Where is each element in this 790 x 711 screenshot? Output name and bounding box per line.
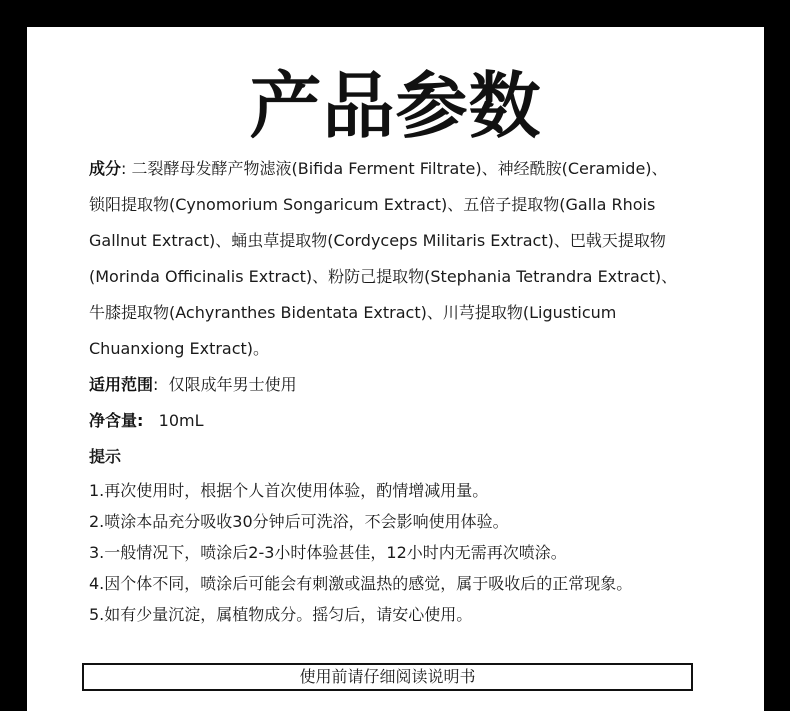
read-instructions-notice: 使用前请仔细阅读说明书 (82, 663, 693, 691)
ingredients-section (89, 151, 689, 367)
tip-item: 4.因个体不同，喷涂后可能会有刺激或温热的感觉，属于吸收后的正常现象。 (89, 574, 633, 593)
ingredients-line-1 (89, 151, 689, 187)
page-title: 产品参数 (249, 64, 542, 148)
product-parameters-card (27, 27, 764, 711)
ingredients-label: 成分 (89, 159, 122, 178)
tip-item: 3.一般情况下，喷涂后2-3小时体验甚佳，12小时内无需再次喷涂。 (89, 543, 567, 562)
scope-label: 适用范围 (89, 375, 154, 394)
ingredients-line-3: Gallnut Extract)、蛹虫草提取物(Cordyceps Militaris Extract)、巴戟天提取物 (89, 231, 666, 250)
tip-item: 2.喷涂本品充分吸收30分钟后可洗浴，不会影响使用体验。 (89, 512, 509, 531)
tips-heading: 提示 (89, 447, 122, 466)
tip-item: 5.如有少量沉淀，属植物成分。摇匀后，请安心使用。 (89, 605, 473, 624)
net-content-row (89, 403, 689, 439)
net-content-label: 净含量: (89, 411, 144, 430)
ingredients-line-5: 牛膝提取物(Achyranthes Bidentata Extract)、川芎提取物(Ligusticum (89, 303, 617, 322)
net-content-value: 10mL (143, 411, 204, 430)
ingredients-text: 二裂酵母发酵产物滤液(Bifida Ferment Filtrate)、神经酰胺(Ceramide)、 (131, 159, 668, 178)
ingredients-line-6: Chuanxiong Extract)。 (89, 339, 270, 358)
scope-separator: : (153, 375, 169, 394)
scope-row (89, 367, 689, 403)
scope-value: 仅限成年男士使用 (168, 375, 297, 394)
tip-item: 1.再次使用时，根据个人首次使用体验，酌情增减用量。 (89, 481, 489, 500)
ingredients-line-2: 锁阳提取物(Cynomorium Songaricum Extract)、五倍子提取物(Galla Rhois (89, 195, 656, 214)
ingredients-separator: : (121, 159, 132, 178)
ingredients-line-4: (Morinda Officinalis Extract)、粉防己提取物(Stephania Tetrandra Extract)、 (89, 267, 678, 286)
parameters-content (89, 151, 689, 630)
